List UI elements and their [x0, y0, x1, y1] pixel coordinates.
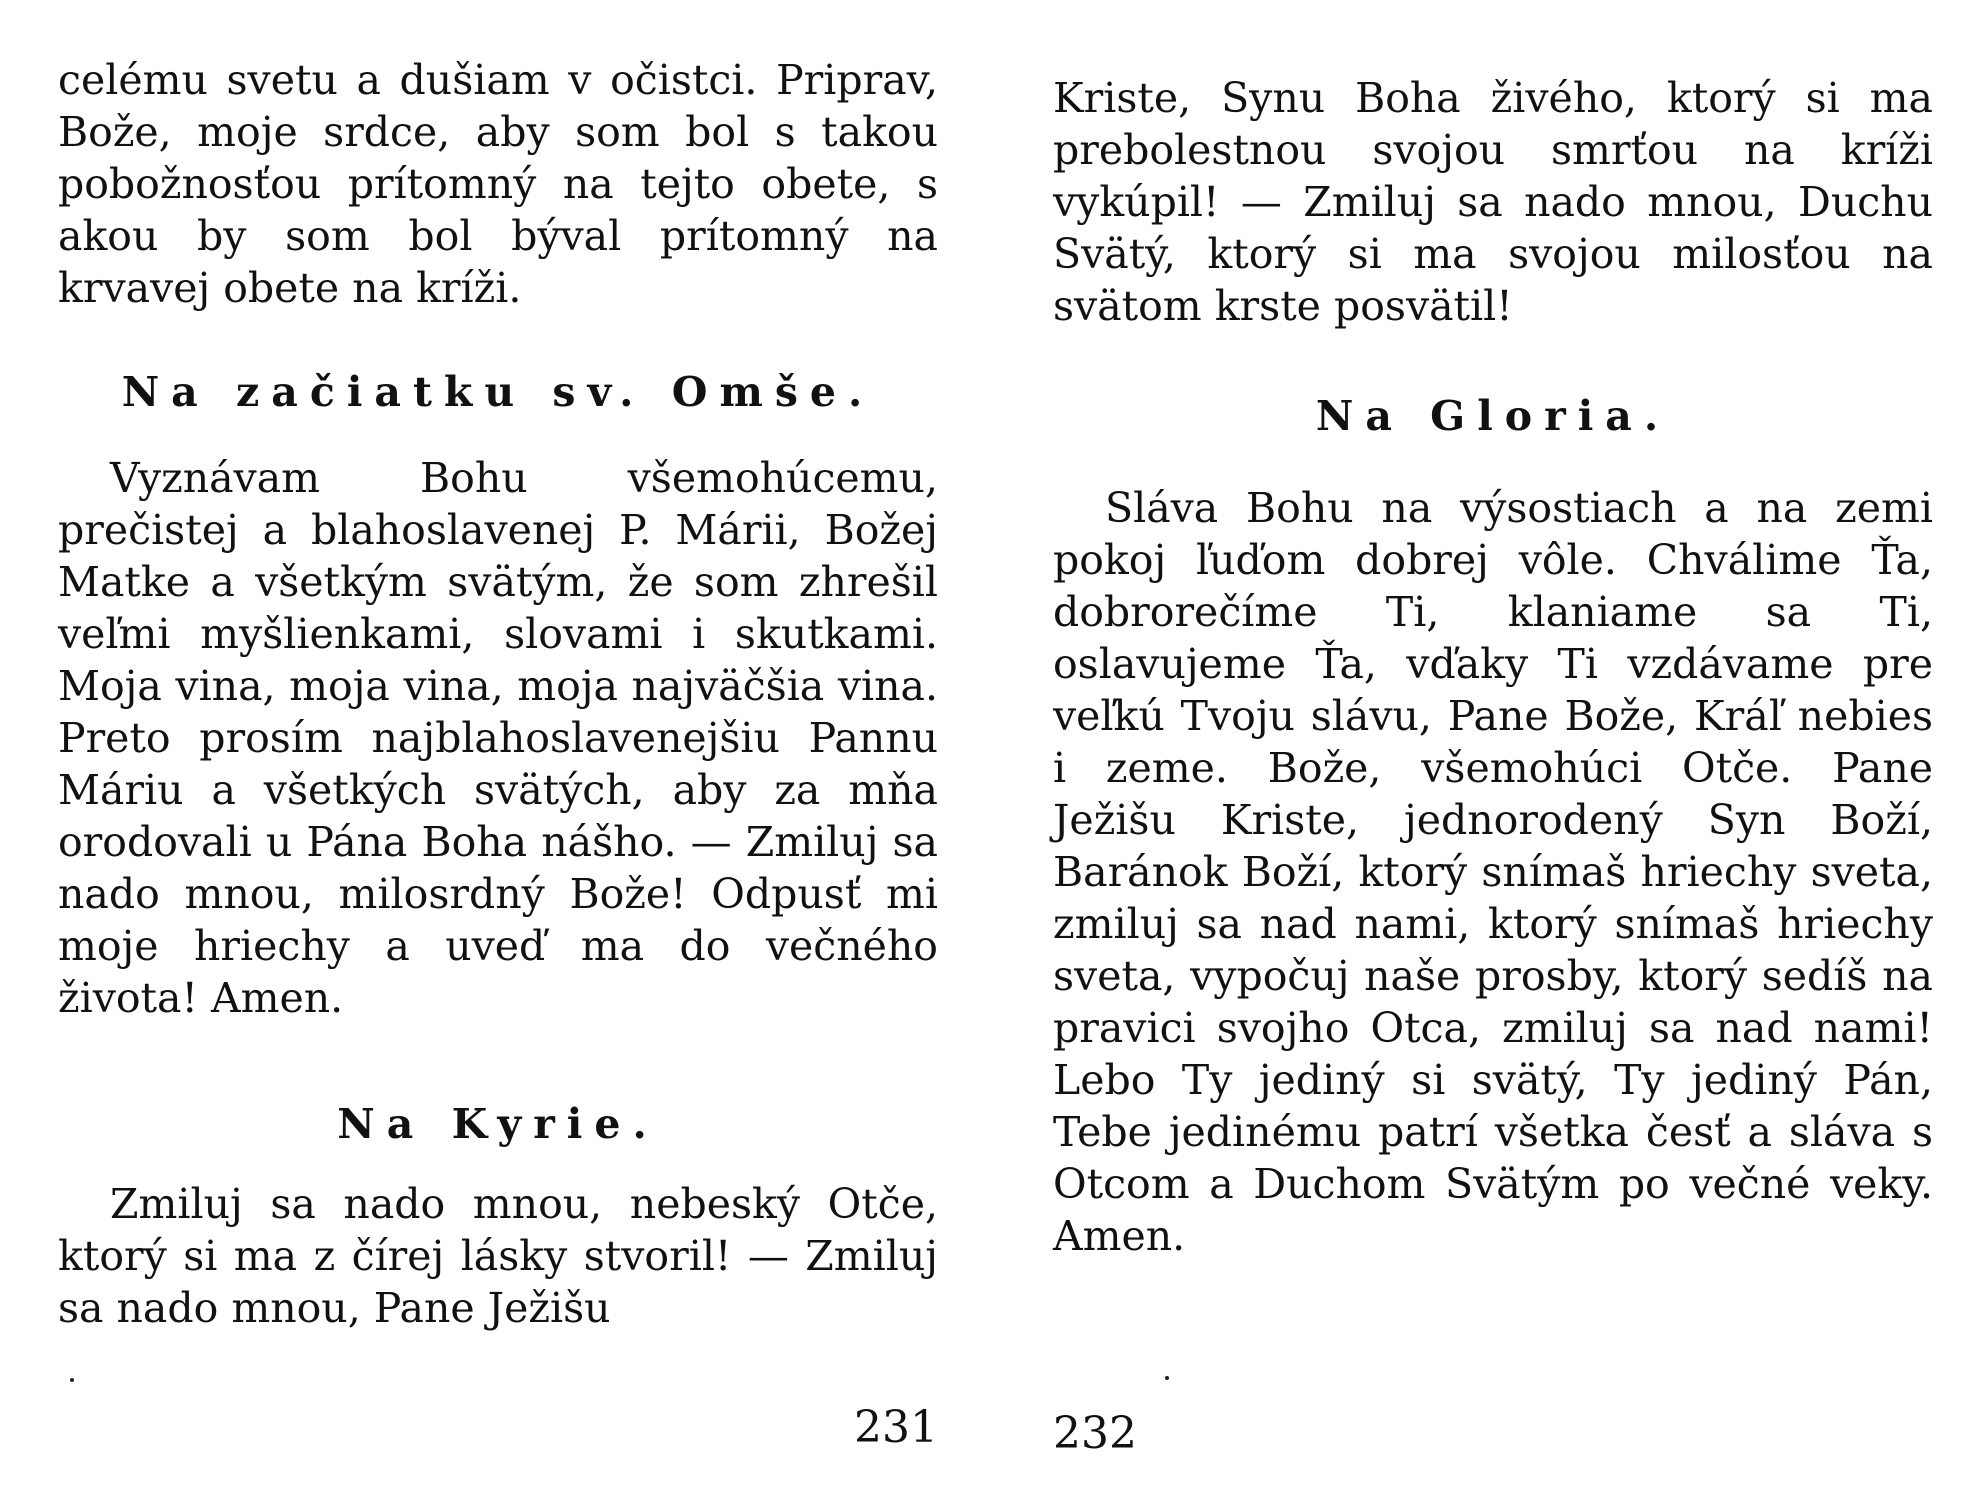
right-page-number: 232: [1053, 1408, 1137, 1459]
print-speck: [70, 1378, 74, 1382]
right-paragraph-slava: Sláva Bohu na výsostiach a na zemi pokoj ľuďom dobrej vôle. Chválime Ťa, dobrorečíme Ti, klaniame sa Ti, oslavujeme Ťa, vďaky Ti vzdávame pre veľkú Tvoju slávu, Pane Bože, Kráľ nebies i zeme. Bože, všemohúci Otče. Pane Ježišu Kriste, jednorodený Syn Boží, Baránok Boží, ktorý snímaš hriechy sveta, zmiluj sa nad nami, ktorý snímaš hriechy sveta, vypočuj naše prosby, ktorý sedíš na pravici svojho Otca, zmiluj sa nad nami! Lebo Ty jediný si svätý, Ty jediný Pán, Tebe jedinému patrí všetka česť a sláva s Otcom a Duchom Svätým po večné veky. Amen.: [1053, 484, 1933, 1260]
right-heading-gloria: Na Gloria.: [1315, 392, 1671, 440]
left-continuation-text: celému svetu a dušiam v očistci. Priprav, Bože, moje srdce, aby som bol s takou pobožnosťou prítomný na tejto obete, s akou by som bol býval prítomný na krvavej obete na kríži.: [58, 56, 938, 312]
right-continuation-text: Kriste, Synu Boha živého, ktorý si ma prebolestnou svojou smrťou na kríži vykúpil! — Zmiluj sa nado mnou, Duchu Svätý, ktorý si ma svojou milosťou na svätom krste posvätil!: [1053, 74, 1933, 330]
left-page-number: 231: [854, 1402, 938, 1453]
left-heading-zaciatok: Na začiatku sv. Omše.: [121, 368, 875, 416]
left-paragraph-zmiluj: Zmiluj sa nado mnou, nebeský Otče, ktorý si ma z čírej lásky stvoril! — Zmiluj sa nado mnou, Pane Ježišu: [58, 1180, 938, 1332]
print-speck: [1165, 1376, 1169, 1380]
left-paragraph-vyznavam: Vyznávam Bohu všemohúcemu, prečistej a blahoslavenej P. Márii, Božej Matke a všetkým svätým, že som zhrešil veľmi myšlienkami, slovami i skutkami. Moja vina, moja vina, moja najväčšia vina. Preto prosím najblahoslavenejšiu Pannu Máriu a všetkých svätých, aby za mňa orodovali u Pána Boha nášho. — Zmiluj sa nado mnou, milosrdný Bože! Odpusť mi moje hriechy a uveď ma do večného života! Amen.: [58, 454, 938, 1022]
left-heading-kyrie: Na Kyrie.: [337, 1100, 659, 1148]
